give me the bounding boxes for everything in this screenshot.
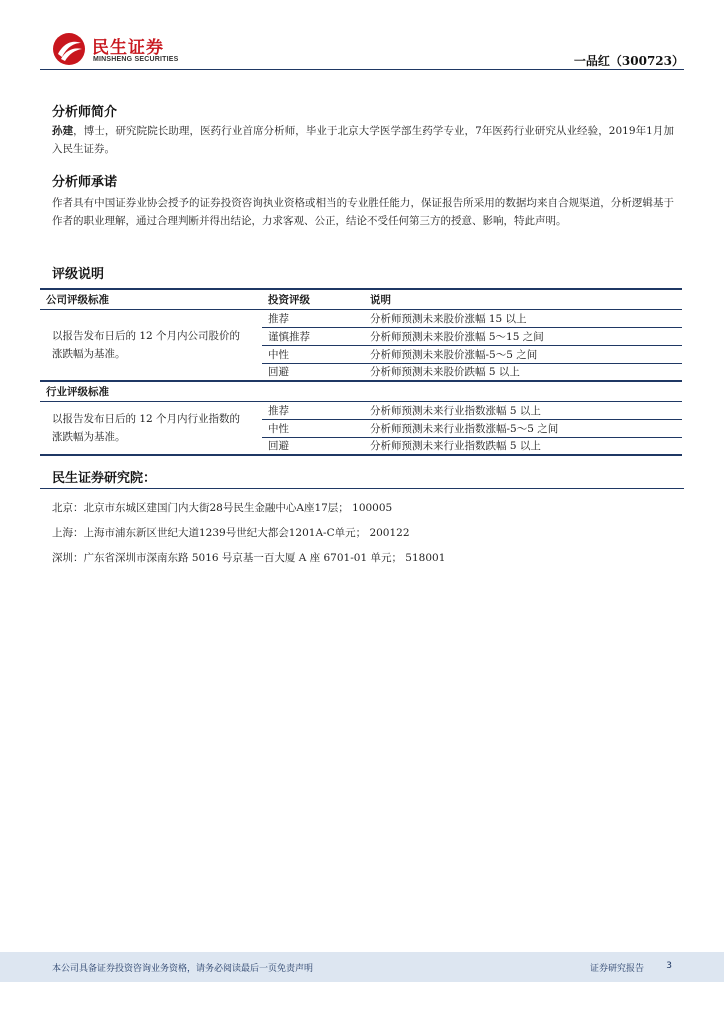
table-row xyxy=(40,401,682,419)
header-company-standard: 公司评级标准 xyxy=(40,289,262,309)
commitment-text: 作者具有中国证券业协会授予的证券投资咨询执业资格或相当的专业胜任能力，保证报告所采用的数据均来自合规渠道，分析逻辑基于作者的职业理解，通过合理判断并得出结论，力求客观、公正，结论不受任何第三方的授意、影响，特此声明。 xyxy=(52,197,674,227)
brand-name-en: MINSHENG SECURITIES xyxy=(93,56,179,63)
footer-disclaimer: 本公司具备证券投资咨询业务资格，请务必阅读最后一页免责声明 xyxy=(52,964,314,974)
address-beijing: 北京：北京市东城区建国门内大街28号民生金融中心A座17层； 100005 xyxy=(52,502,393,514)
page-header xyxy=(0,0,724,80)
address-shanghai: 上海：上海市浦东新区世纪大道1239号世纪大都会1201A-C单元； 200122 xyxy=(52,527,410,539)
commitment-section-title: 分析师承诺 xyxy=(52,175,118,190)
analyst-name: 孙建 xyxy=(52,125,74,137)
rating-section-title: 评级说明 xyxy=(52,267,105,282)
brand-name-cn: 民生证券 xyxy=(92,38,164,58)
page-number: 3 xyxy=(666,961,672,971)
rating-desc: 分析师预测未来行业指数跌幅 5 以上 xyxy=(364,437,682,455)
rating-table xyxy=(40,288,682,456)
rating-desc: 分析师预测未来股价涨幅 5～15 之间 xyxy=(364,327,682,345)
analyst-bio-text: ，博士，研究院院长助理，医药行业首席分析师，毕业于北京大学医学部生药学专业，7年医药行业研究从业经验，2019年1月加入民生证券。 xyxy=(52,125,674,155)
header-investment-rating: 投资评级 xyxy=(262,289,364,309)
stock-code: 一品红（300723） xyxy=(573,54,684,68)
rating-desc: 分析师预测未来股价跌幅 5 以上 xyxy=(364,363,682,381)
analyst-bio xyxy=(52,122,674,158)
footer-report-type: 证券研究报告 xyxy=(589,964,644,974)
address-shenzhen: 深圳：广东省深圳市深南东路 5016 号京基一百大厦 A 座 6701-01 单元； 518001 xyxy=(52,552,446,564)
rating-label: 回避 xyxy=(262,363,364,381)
rating-label: 中性 xyxy=(262,419,364,437)
minsheng-logo-icon xyxy=(52,32,86,66)
header-description: 说明 xyxy=(364,289,682,309)
industry-standard-header-row xyxy=(40,381,682,401)
rating-table-header xyxy=(40,289,682,309)
industry-standard-desc: 以报告发布日后的 12 个月内行业指数的涨跌幅为基准。 xyxy=(40,401,262,455)
rating-desc: 分析师预测未来行业指数涨幅-5～5 之间 xyxy=(364,419,682,437)
rating-label: 中性 xyxy=(262,345,364,363)
page-footer xyxy=(0,952,724,982)
rating-label: 推荐 xyxy=(262,401,364,419)
analyst-section-title: 分析师简介 xyxy=(52,105,118,120)
institute-title: 民生证券研究院： xyxy=(52,471,157,486)
industry-standard-header: 行业评级标准 xyxy=(40,381,682,401)
institute-divider xyxy=(40,488,684,489)
company-standard-desc: 以报告发布日后的 12 个月内公司股价的涨跌幅为基准。 xyxy=(40,309,262,381)
rating-label: 谨慎推荐 xyxy=(262,327,364,345)
rating-label: 推荐 xyxy=(262,309,364,327)
rating-desc: 分析师预测未来行业指数涨幅 5 以上 xyxy=(364,401,682,419)
rating-desc: 分析师预测未来股价涨幅-5～5 之间 xyxy=(364,345,682,363)
rating-desc: 分析师预测未来股价涨幅 15 以上 xyxy=(364,309,682,327)
header-divider xyxy=(40,69,684,70)
table-row xyxy=(40,309,682,327)
rating-label: 回避 xyxy=(262,437,364,455)
